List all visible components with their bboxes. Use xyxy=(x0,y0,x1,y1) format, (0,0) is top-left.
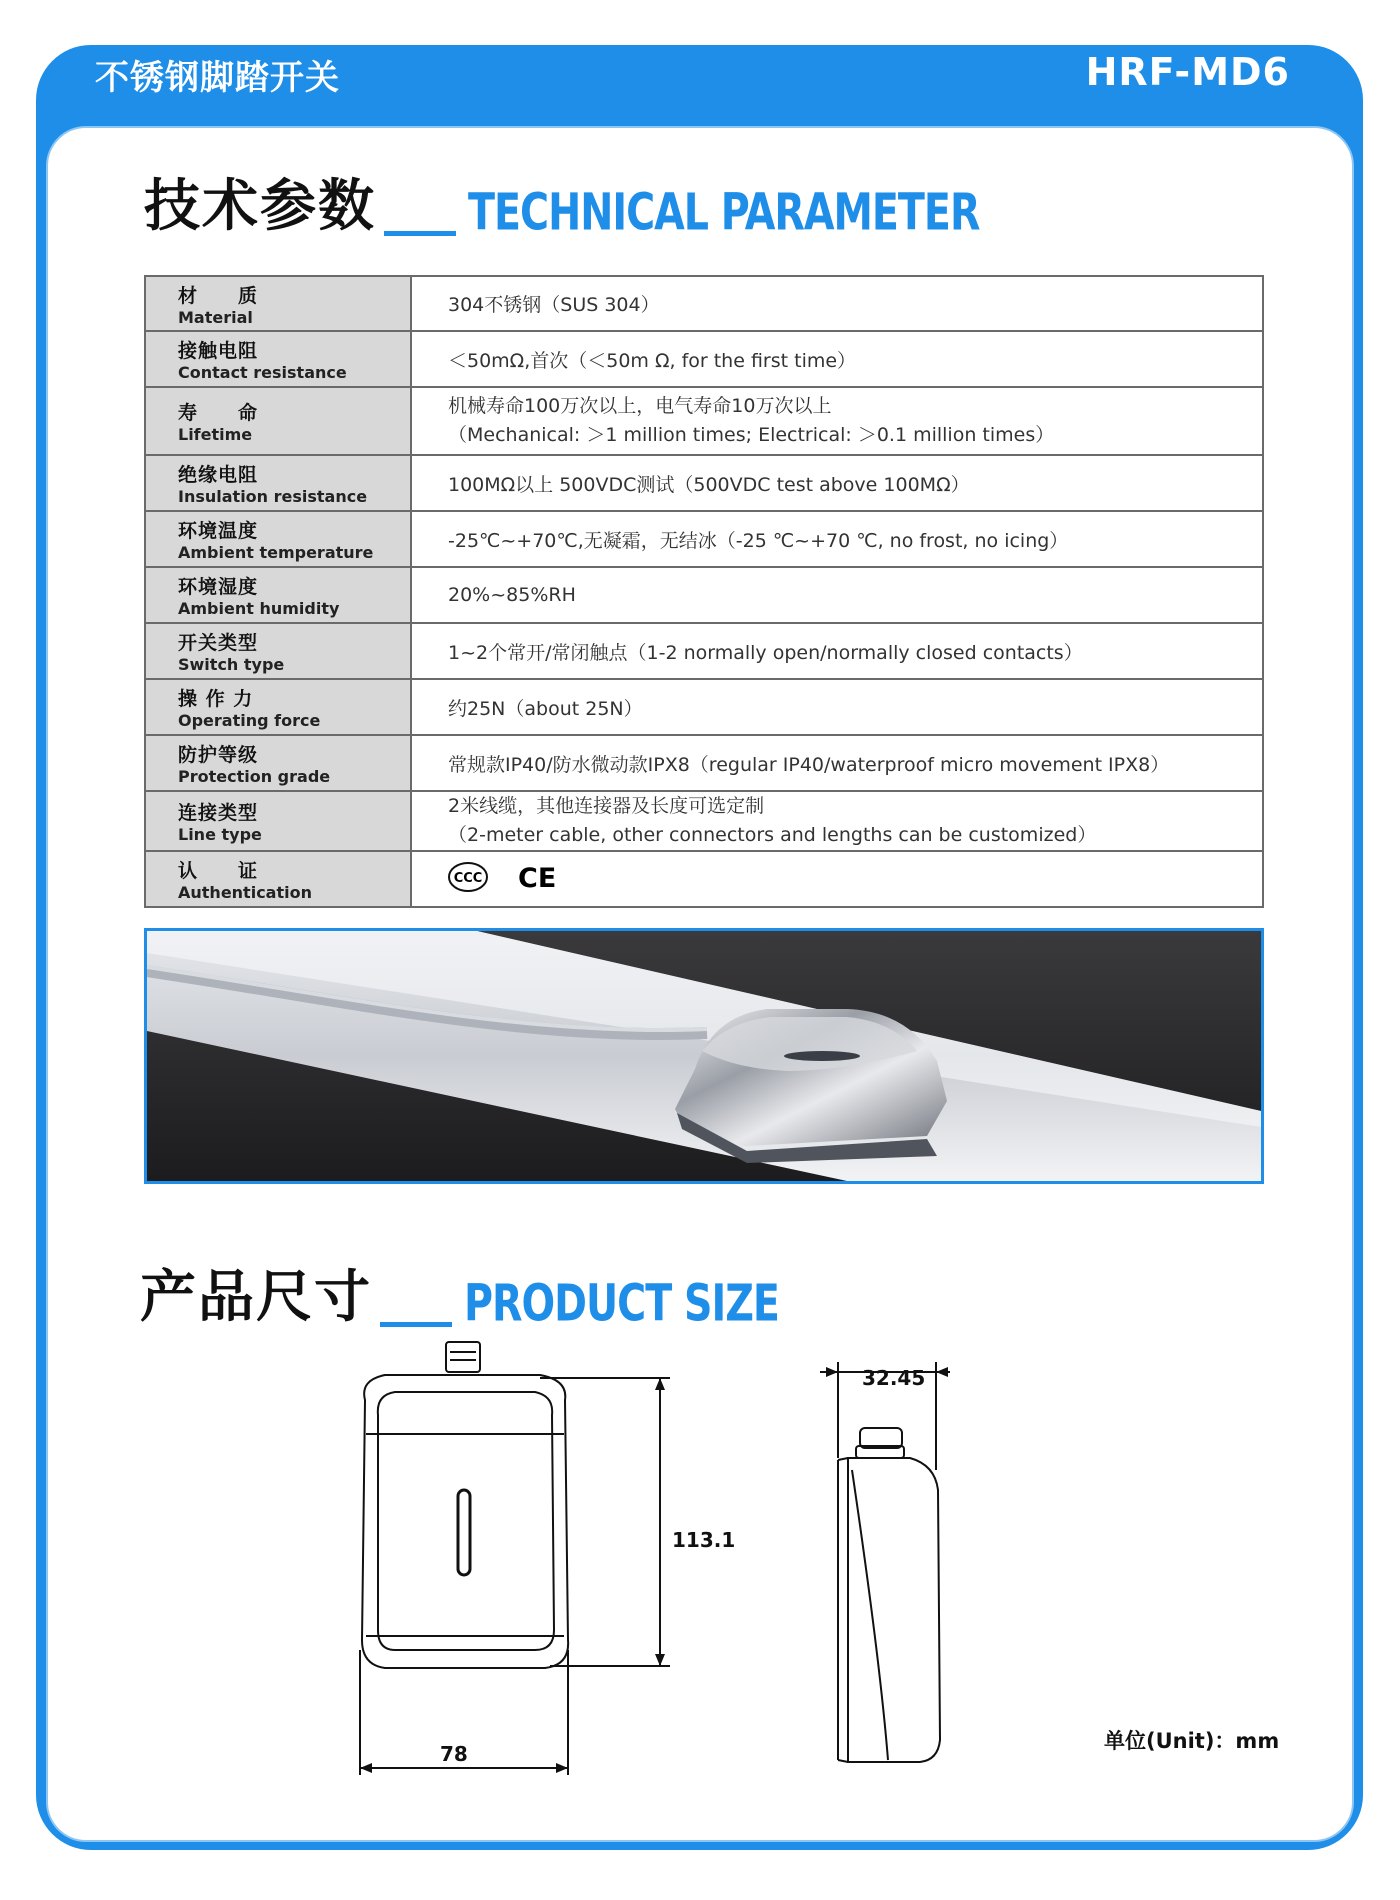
param-value-text: 约25N（about 25N） xyxy=(448,697,643,720)
param-label-en: Lifetime xyxy=(178,425,253,444)
param-row xyxy=(145,679,1263,735)
param-row xyxy=(145,567,1263,623)
size-title-en: PRODUCT SIZE xyxy=(464,1274,779,1333)
param-label-cn: 连接类型 xyxy=(178,802,259,824)
param-value-text: 机械寿命100万次以上，电气寿命10万次以上 xyxy=(448,395,832,417)
param-row xyxy=(145,791,1263,851)
param-label-en: Switch type xyxy=(178,655,285,674)
param-label-en: Ambient temperature xyxy=(178,543,374,562)
certification-marks xyxy=(448,860,558,894)
param-label-en: Line type xyxy=(178,825,262,844)
param-label-en: Material xyxy=(178,307,253,327)
param-row xyxy=(145,276,1263,331)
header-model: HRF-MD6 xyxy=(1085,50,1290,94)
param-label xyxy=(145,623,411,679)
param-value xyxy=(411,387,1263,455)
param-value xyxy=(411,276,1263,331)
param-label xyxy=(145,791,411,851)
depth-dimension: 32.45 xyxy=(862,1366,926,1390)
param-label-cn: 材 质 xyxy=(178,284,259,307)
size-title-cn: 产品尺寸 xyxy=(140,1265,372,1330)
unit-label: 单位(Unit)：mm xyxy=(1104,1729,1280,1753)
param-value-text: 2米线缆，其他连接器及长度可选定制 xyxy=(448,795,765,817)
width-dimension: 78 xyxy=(440,1742,468,1766)
param-label-cn: 接触电阻 xyxy=(178,340,259,362)
param-label-cn: 环境温度 xyxy=(178,520,259,542)
ccc-mark-icon xyxy=(449,863,487,891)
param-value xyxy=(411,455,1263,511)
param-row xyxy=(145,623,1263,679)
param-label xyxy=(145,511,411,567)
param-value-text-en: （2-meter cable, other connectors and lengths can be customized） xyxy=(448,824,1097,846)
param-label xyxy=(145,679,411,735)
param-label xyxy=(145,455,411,511)
height-dimension: 113.1 xyxy=(672,1528,736,1552)
product-photo xyxy=(144,928,1264,1184)
param-label-cn: 开关类型 xyxy=(178,632,259,654)
param-label xyxy=(145,567,411,623)
param-value xyxy=(411,851,1263,907)
param-label-en: Authentication xyxy=(178,883,312,902)
param-value-text: 100MΩ以上 500VDC测试（500VDC test above 100MΩ） xyxy=(448,473,970,496)
param-label-cn: 绝缘电阻 xyxy=(178,464,259,486)
param-label-en: Insulation resistance xyxy=(178,487,368,506)
param-label xyxy=(145,387,411,455)
param-label xyxy=(145,735,411,791)
param-value-text: ＜50mΩ,首次（＜50m Ω, for the first time） xyxy=(448,349,857,372)
param-value xyxy=(411,511,1263,567)
tech-section-heading xyxy=(144,162,979,242)
product-photo-illustration xyxy=(147,931,1261,1181)
param-value-text: -25℃~+70℃,无凝霜，无结冰（-25 ℃~+70 ℃, no frost, no icing） xyxy=(448,529,1069,552)
param-label-en: Ambient humidity xyxy=(178,599,340,618)
tech-title-cn: 技术参数 xyxy=(144,174,376,239)
param-label-cn: 认 证 xyxy=(178,860,259,882)
param-label xyxy=(145,331,411,387)
param-value xyxy=(411,331,1263,387)
param-row xyxy=(145,455,1263,511)
dimension-drawing xyxy=(340,1340,980,1800)
param-row xyxy=(145,735,1263,791)
param-label xyxy=(145,851,411,907)
param-value xyxy=(411,623,1263,679)
param-value-text: 1~2个常开/常闭触点（1-2 normally open/normally closed contacts） xyxy=(448,641,1083,664)
param-value xyxy=(411,791,1263,851)
param-row xyxy=(145,851,1263,907)
param-value xyxy=(411,567,1263,623)
param-label-cn: 防护等级 xyxy=(178,744,259,766)
param-row xyxy=(145,511,1263,567)
header-title: 不锈钢脚踏开关 xyxy=(95,58,340,98)
param-row xyxy=(145,331,1263,387)
ccc-mark-text: CCC xyxy=(453,870,483,886)
param-label-cn: 环境湿度 xyxy=(178,576,259,598)
parameter-table xyxy=(144,275,1264,908)
size-section-heading xyxy=(140,1253,779,1333)
heading-underline xyxy=(380,1322,452,1327)
param-row xyxy=(145,387,1263,455)
param-value xyxy=(411,679,1263,735)
param-value xyxy=(411,735,1263,791)
param-label-en: Operating force xyxy=(178,711,321,730)
param-label-cn: 寿 命 xyxy=(178,402,259,424)
heading-underline xyxy=(384,231,456,236)
param-value-text-en: （Mechanical: ＞1 million times; Electrical: ＞0.1 million times） xyxy=(448,424,1055,446)
param-label-en: Protection grade xyxy=(178,767,331,786)
ce-mark-icon: CE xyxy=(518,862,557,894)
param-label xyxy=(145,276,411,331)
param-label-cn: 操 作 力 xyxy=(178,688,254,710)
param-value-text: 304不锈钢（SUS 304） xyxy=(448,294,660,316)
param-label-en: Contact resistance xyxy=(178,363,347,382)
tech-title-en: TECHNICAL PARAMETER xyxy=(468,183,980,242)
param-value-text: 常规款IP40/防水微动款IPX8（regular IP40/waterproof micro movement IPX8） xyxy=(448,753,1170,776)
param-value-text: 20%~85%RH xyxy=(448,584,576,606)
